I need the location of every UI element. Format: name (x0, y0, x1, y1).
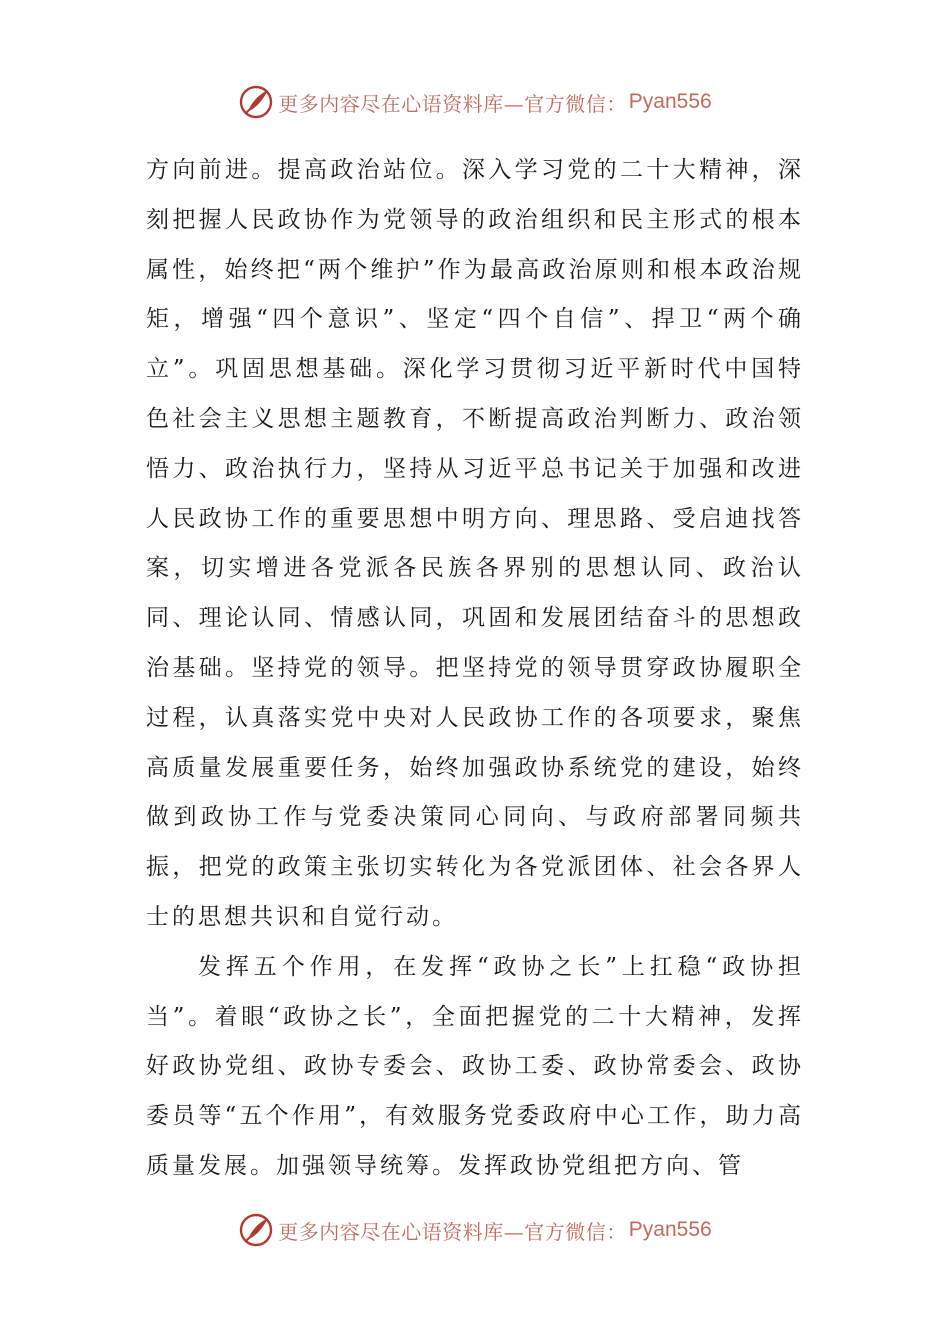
header-watermark (0, 82, 950, 122)
watermark-title: 更多内容尽在心语资料库—官方微信： (278, 1219, 627, 1244)
watermark-wechat-id: Pyan556 (628, 90, 712, 113)
quill-pen-icon (238, 1212, 274, 1248)
paragraph-2: 发挥五个作用，在发挥“政协之长”上扛稳“政协担当”。着眼“政协之长”，全面把握党的二十大精神，发挥好政协党组、政协专委会、政协工委、政协常委会、政协委员等“五个作用”，有效服务党委政府中心工作，助力高质量发展。加强领导统筹。发挥政协党组把方向、管 (146, 953, 804, 1179)
footer-watermark (0, 1210, 950, 1250)
paragraph-1: 方向前进。提高政治站位。深入学习党的二十大精神，深刻把握人民政协作为党领导的政治组织和民主形式的根本属性，始终把“两个维护”作为最高政治原则和根本政治规矩，增强“四个意识”、坚定“四个自信”、捍卫“两个确立”。巩固思想基础。深化学习贯彻习近平新时代中国特色社会主义思想主题教育，不断提高政治判断力、政治领悟力、政治执行力，坚持从习近平总书记关于加强和改进人民政协工作的重要思想中明方向、理思路、受启迪找答案，切实增进各党派各民族各界别的思想认同、政治认同、理论认同、情感认同，巩固和发展团结奋斗的思想政治基础。坚持党的领导。把坚持党的领导贯穿政协履职全过程，认真落实党中央对人民政协工作的各项要求，聚焦高质量发展重要任务，始终加强政协系统党的建设，始终做到政协工作与党委决策同心同向、与政府部署同频共振，把党的政策主张切实转化为各党派团体、社会各界人士的思想共识和自觉行动。 (146, 157, 804, 930)
document-body (146, 146, 804, 1192)
quill-pen-icon (238, 84, 274, 120)
watermark-wechat-id: Pyan556 (628, 1218, 712, 1241)
watermark-title: 更多内容尽在心语资料库—官方微信： (278, 91, 627, 116)
